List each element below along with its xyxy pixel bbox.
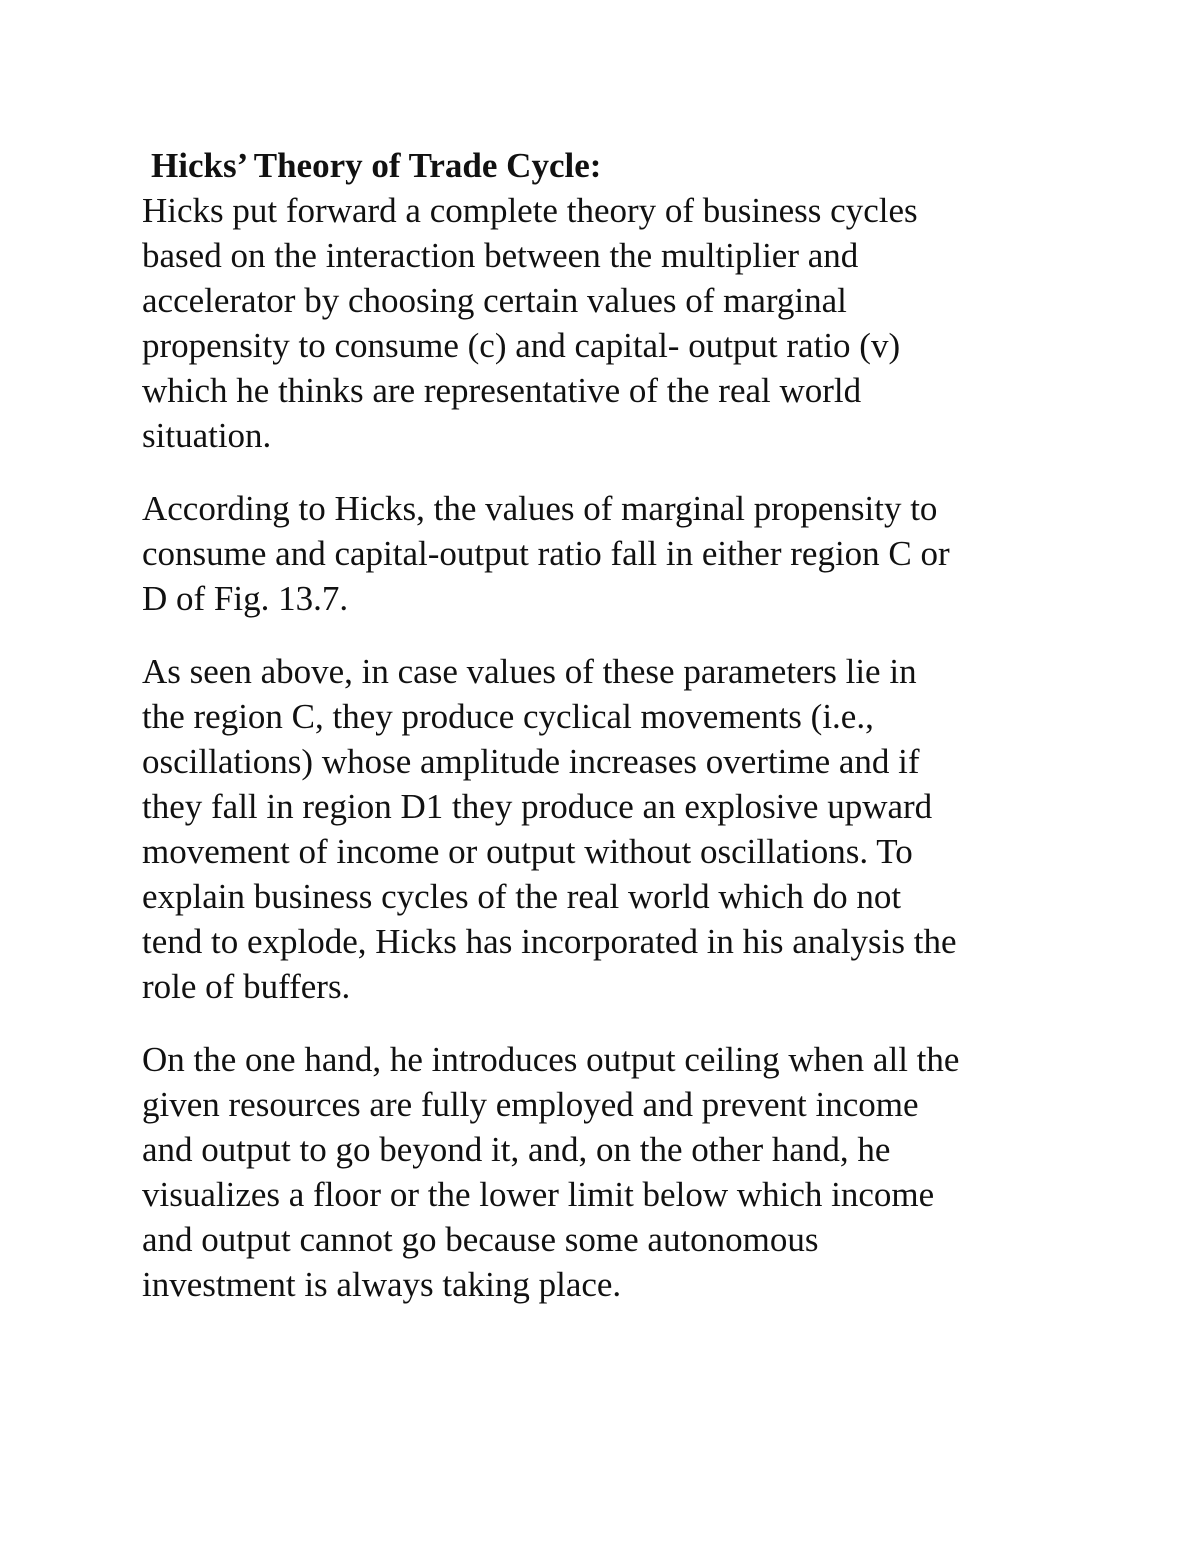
paragraph-line: the region C, they produce cyclical movements (i.e.,	[142, 697, 874, 736]
paragraph-line: role of buffers.	[142, 967, 351, 1006]
paragraph-line: they fall in region D1 they produce an explosive upward	[142, 787, 933, 826]
paragraph-line: based on the interaction between the multiplier and	[142, 236, 859, 275]
paragraph-line: On the one hand, he introduces output ceiling when all the	[142, 1040, 960, 1079]
paragraph-line: tend to explode, Hicks has incorporated in his analysis the	[142, 922, 957, 961]
paragraph-1	[142, 188, 1072, 458]
paragraph-line: propensity to consume (c) and capital- output ratio (v)	[142, 326, 901, 365]
paragraph-line: explain business cycles of the real world which do not	[142, 877, 902, 916]
paragraph-line: According to Hicks, the values of marginal propensity to	[142, 489, 938, 528]
paragraph-line: and output to go beyond it, and, on the other hand, he	[142, 1130, 891, 1169]
paragraph-2	[142, 486, 1072, 621]
document-body	[142, 143, 1072, 1307]
paragraph-line: which he thinks are representative of the real world	[142, 371, 862, 410]
paragraph-line: oscillations) whose amplitude increases overtime and if	[142, 742, 920, 781]
paragraph-line: situation.	[142, 416, 272, 455]
page-title: Hicks’ Theory of Trade Cycle:	[151, 146, 602, 185]
paragraph-line: given resources are fully employed and prevent income	[142, 1085, 919, 1124]
paragraph-line: movement of income or output without oscillations. To	[142, 832, 913, 871]
paragraph-4	[142, 1037, 1072, 1307]
paragraph-line: consume and capital-output ratio fall in either region C or	[142, 534, 950, 573]
paragraph-line: D of Fig. 13.7.	[142, 579, 349, 618]
paragraph-line: investment is always taking place.	[142, 1265, 622, 1304]
paragraph-line: visualizes a floor or the lower limit below which income	[142, 1175, 935, 1214]
paragraph-line: Hicks put forward a complete theory of business cycles	[142, 191, 918, 230]
paragraph-line: and output cannot go because some autonomous	[142, 1220, 819, 1259]
paragraph-line: As seen above, in case values of these parameters lie in	[142, 652, 917, 691]
paragraph-3	[142, 649, 1072, 1009]
paragraph-line: accelerator by choosing certain values of marginal	[142, 281, 847, 320]
